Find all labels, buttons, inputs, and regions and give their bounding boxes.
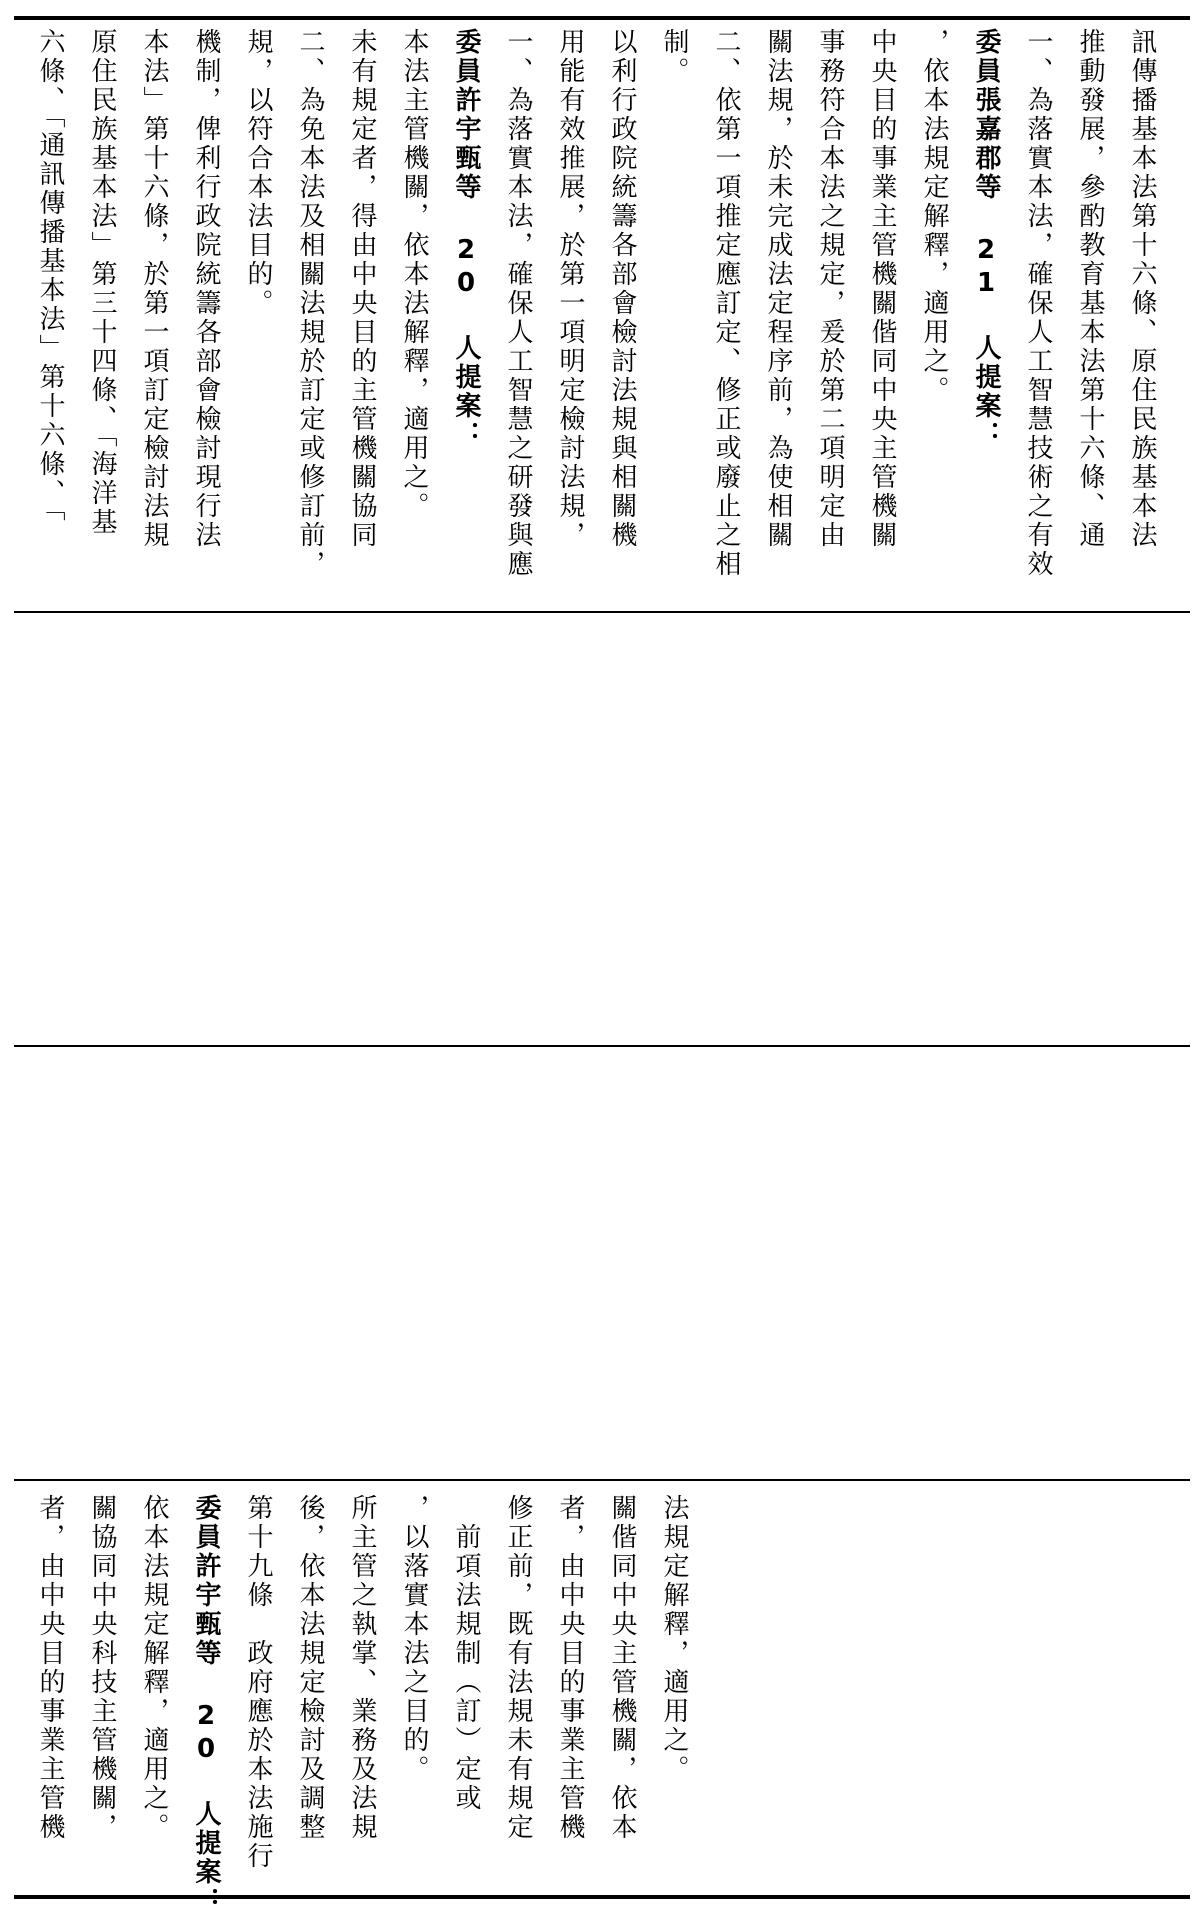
text-column: 者，由中央目的事業主管機: [555, 1494, 585, 1842]
text-column: 用能有效推展，於第一項明定檢討法規，: [555, 28, 585, 550]
article-title-column: 第十九條 政府應於本法施行: [243, 1494, 273, 1871]
text-column: 機制，俾利行政院統籌各部會檢討現行法: [191, 28, 221, 550]
text-column: 修正前，既有法規未有規定: [503, 1494, 533, 1842]
blank-section: [14, 613, 1190, 1045]
text-column: 關法規，於未完成法定程序前，為使相關: [763, 28, 793, 550]
text-column: 依本法規定解釋，適用之。: [139, 1494, 169, 1842]
text-column: 二、為免本法及相關法規於訂定或修訂前，: [295, 28, 325, 579]
text-column: 關偕同中央主管機關，依本: [607, 1494, 637, 1842]
text-column: 規，以符合本法目的。: [243, 28, 273, 318]
text-column: 事務符合本法之規定，爰於第二項明定由: [815, 28, 845, 550]
text-column: 一、為落實本法，確保人工智慧之研發與應: [503, 28, 533, 579]
text-column: 所主管之執掌、業務及法規: [347, 1494, 377, 1842]
text-column: 者，由中央目的事業主管機: [35, 1494, 65, 1842]
text-column: 一、為落實本法，確保人工智慧技術之有效: [1023, 28, 1053, 579]
proposal-heading: 委員許宇甄等 20 人提案：: [191, 1494, 221, 1916]
text-column: 前項法規制（訂）定或: [451, 1494, 481, 1813]
text-column: 本法」第十六條，於第一項訂定檢討法規: [139, 28, 169, 550]
text-column: 關協同中央科技主管機關，: [87, 1494, 117, 1842]
text-column: 訊傳播基本法第十六條、原住民族基本法: [1127, 28, 1157, 550]
explanation-text-block: [14, 28, 1190, 600]
proposal-heading: 委員張嘉郡等 21 人提案：: [971, 28, 1001, 450]
proposal-heading: 委員許宇甄等 20 人提案：: [451, 28, 481, 450]
text-column: 未有規定者，得由中央目的主管機關協同: [347, 28, 377, 550]
text-column: 二、依第一項推定應訂定、修正或廢止之相: [711, 28, 741, 579]
text-column: 以利行政院統籌各部會檢討法規與相關機: [607, 28, 637, 550]
text-column: 中央目的事業主管機關偕同中央主管機關: [867, 28, 897, 550]
text-column: 本法主管機關，依本法解釋，適用之。: [399, 28, 429, 521]
top-border-rule: [14, 16, 1190, 20]
text-column: ，以落實本法之目的。: [399, 1494, 429, 1784]
text-column: 推動發展，參酌教育基本法第十六條、通: [1075, 28, 1105, 550]
text-column: 六條、「通訊傳播基本法」第十六條、「: [35, 28, 65, 524]
section-divider-rule: [14, 1479, 1190, 1481]
text-column: 制。: [659, 28, 689, 86]
text-column: ，依本法規定解釋，適用之。: [919, 28, 949, 405]
text-column: 法規定解釋，適用之。: [659, 1494, 689, 1784]
text-column: 原住民族基本法」第三十四條、「海洋基: [87, 28, 117, 537]
article-text-block: [14, 1494, 1190, 1916]
blank-section: [14, 1047, 1190, 1479]
text-column: 後，依本法規定檢討及調整: [295, 1494, 325, 1842]
